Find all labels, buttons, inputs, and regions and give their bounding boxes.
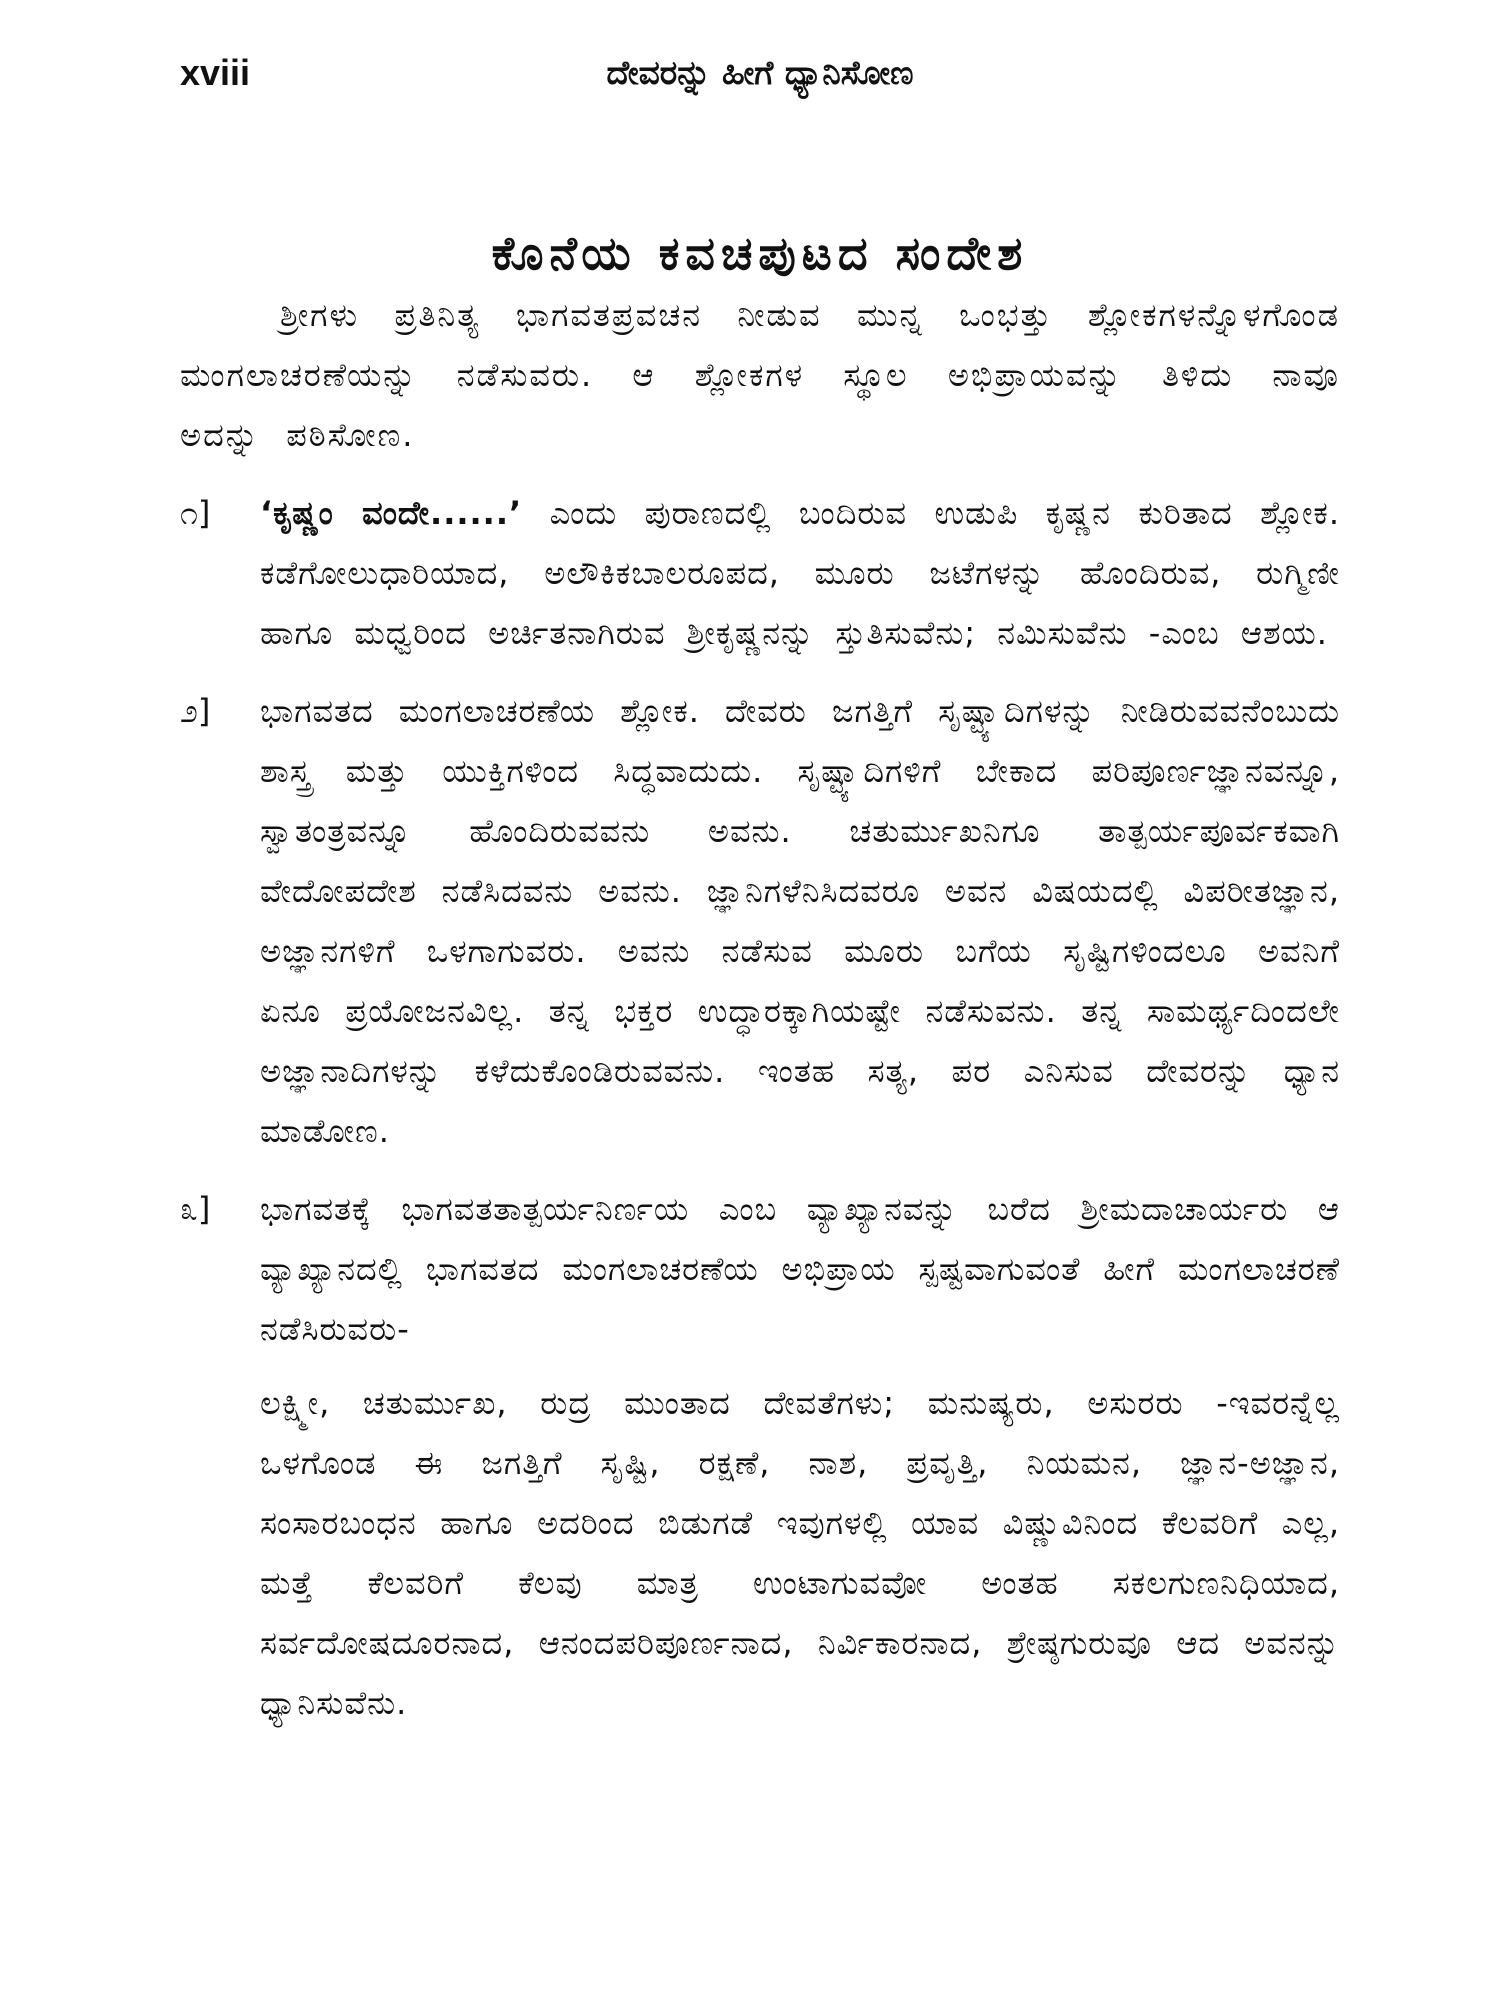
page-number: xviii [180, 52, 251, 93]
list-item-text [260, 483, 1340, 663]
running-header [180, 48, 1340, 98]
quoted-verse: ‘ಕೃಷ್ಣಂ ವಂದೇ......’ [260, 494, 523, 532]
list-item-3 [180, 1179, 1340, 1359]
list-item-2 [180, 681, 1340, 1161]
list-item-3-subparagraph: ಲಕ್ಷ್ಮೀ, ಚತುರ್ಮುಖ, ರುದ್ರ ಮುಂತಾದ ದೇವತೆಗಳು; ಮನುಷ್ಯರು, ಅಸುರರು -ಇವರನ್ನೆಲ್ಲ ಒಳಗೊಂಡ ಈ ಜಗತ್ತಿಗೆ ಸೃಷ್ಟಿ, ರಕ್ಷಣೆ, ನಾಶ, ಪ್ರವೃತ್ತಿ, ನಿಯಮನ, ಜ್ಞಾನ-ಅಜ್ಞಾನ, ಸಂಸಾರಬಂಧನ ಹಾಗೂ ಅದರಿಂದ ಬಿಡುಗಡೆ ಇವುಗಳಲ್ಲಿ ಯಾವ ವಿಷ್ಣುವಿನಿಂದ ಕೆಲವರಿಗೆ ಎಲ್ಲ, ಮತ್ತೆ ಕೆಲವರಿಗೆ ಕೆಲವು ಮಾತ್ರ ಉಂಟಾಗುವವೋ ಅಂತಹ ಸಕಲಗುಣನಿಧಿಯಾದ, ಸರ್ವದೋಷದೂರನಾದ, ಆನಂದಪರಿಪೂರ್ಣನಾದ, ನಿರ್ವಿಕಾರನಾದ, ಶ್ರೇಷ್ಠಗುರುವೂ ಆದ ಅವನನ್ನು ಧ್ಯಾನಿಸುವೆನು. [260, 1384, 1340, 1722]
intro-paragraph: ಶ್ರೀಗಳು ಪ್ರತಿನಿತ್ಯ ಭಾಗವತಪ್ರವಚನ ನೀಡುವ ಮುನ್ನ ಒಂಭತ್ತು ಶ್ಲೋಕಗಳನ್ನೊಳಗೊಂಡ ಮಂಗಲಾಚರಣೆಯನ್ನು ನಡೆಸುವರು. ಆ ಶ್ಲೋಕಗಳ ಸ್ಥೂಲ ಅಭಿಪ್ರಾಯವನ್ನು ತಿಳಿದು ನಾವೂ ಅದನ್ನು ಪಠಿಸೋಣ. [180, 296, 1340, 454]
list-item-number: ೧] [180, 494, 211, 532]
section-title: ಕೊನೆಯ ಕವಚಪುಟದ ಸಂದೇಶ [491, 225, 1029, 280]
list-item-1 [180, 483, 1340, 663]
list-item-number: ೩] [180, 1190, 211, 1228]
list-item-text: ಭಾಗವತಕ್ಕೆ ಭಾಗವತತಾತ್ಪರ್ಯನಿರ್ಣಯ ಎಂಬ ವ್ಯಾಖ್ಯಾನವನ್ನು ಬರೆದ ಶ್ರೀಮದಾಚಾರ್ಯರು ಆ ವ್ಯಾಖ್ಯಾನದಲ್ಲಿ ಭಾಗವತದ ಮಂಗಲಾಚರಣೆಯ ಅಭಿಪ್ರಾಯ ಸ್ಪಷ್ಟವಾಗುವಂತೆ ಹೀಗೆ ಮಂಗಲಾಚರಣೆ ನಡೆಸಿರುವರು- [260, 1190, 1340, 1348]
book-title: ದೇವರನ್ನು ಹೀಗೆ ಧ್ಯಾನಿಸೋಣ [606, 53, 914, 92]
list-item-text: ಭಾಗವತದ ಮಂಗಲಾಚರಣೆಯ ಶ್ಲೋಕ. ದೇವರು ಜಗತ್ತಿಗೆ ಸೃಷ್ಟ್ಯಾದಿಗಳನ್ನು ನೀಡಿರುವವನೆಂಬುದು ಶಾಸ್ತ್ರ ಮತ್ತು ಯುಕ್ತಿಗಳಿಂದ ಸಿದ್ಧವಾದುದು. ಸೃಷ್ಟ್ಯಾದಿಗಳಿಗೆ ಬೇಕಾದ ಪರಿಪೂರ್ಣಜ್ಞಾನವನ್ನೂ, ಸ್ವಾತಂತ್ರವನ್ನೂ ಹೊಂದಿರುವವನು ಅವನು. ಚತುರ್ಮುಖನಿಗೂ ತಾತ್ಪರ್ಯಪೂರ್ವಕವಾಗಿ ವೇದೋಪದೇಶ ನಡೆಸಿದವನು ಅವನು. ಜ್ಞಾನಿಗಳೆನಿಸಿದವರೂ ಅವನ ವಿಷಯದಲ್ಲಿ ವಿಪರೀತಜ್ಞಾನ, ಅಜ್ಞಾನಗಳಿಗೆ ಒಳಗಾಗುವರು. ಅವನು ನಡೆಸುವ ಮೂರು ಬಗೆಯ ಸೃಷ್ಟಿಗಳಿಂದಲೂ ಅವನಿಗೆ ಏನೂ ಪ್ರಯೋಜನವಿಲ್ಲ. ತನ್ನ ಭಕ್ತರ ಉದ್ಧಾರಕ್ಕಾಗಿಯಷ್ಟೇ ನಡೆಸುವನು. ತನ್ನ ಸಾಮರ್ಥ್ಯದಿಂದಲೇ ಅಜ್ಞಾನಾದಿಗಳನ್ನು ಕಳೆದುಕೊಂಡಿರುವವನು. ಇಂತಹ ಸತ್ಯ, ಪರ ಎನಿಸುವ ದೇವರನ್ನು ಧ್ಯಾನ ಮಾಡೋಣ. [260, 692, 1340, 1150]
list-item-number: ೨] [180, 692, 211, 730]
page-body [180, 285, 1340, 1733]
list-item-body: ಎಂದು ಪುರಾಣದಲ್ಲಿ ಬಂದಿರುವ ಉಡುಪಿ ಕೃಷ್ಣನ ಕುರಿತಾದ ಶ್ಲೋಕ. ಕಡೆಗೋಲುಧಾರಿಯಾದ, ಅಲೌಕಿಕಬಾಲರೂಪದ, ಮೂರು ಜಟೆಗಳನ್ನು ಹೊಂದಿರುವ, ರುಗ್ಮಿಣೀ ಹಾಗೂ ಮಧ್ವರಿಂದ ಅರ್ಚಿತನಾಗಿರುವ ಶ್ರೀಕೃಷ್ಣನನ್ನು ಸ್ತುತಿಸುವೆನು; ನಮಿಸುವೆನು -ಎಂಬ ಆಶಯ. [260, 494, 1340, 652]
